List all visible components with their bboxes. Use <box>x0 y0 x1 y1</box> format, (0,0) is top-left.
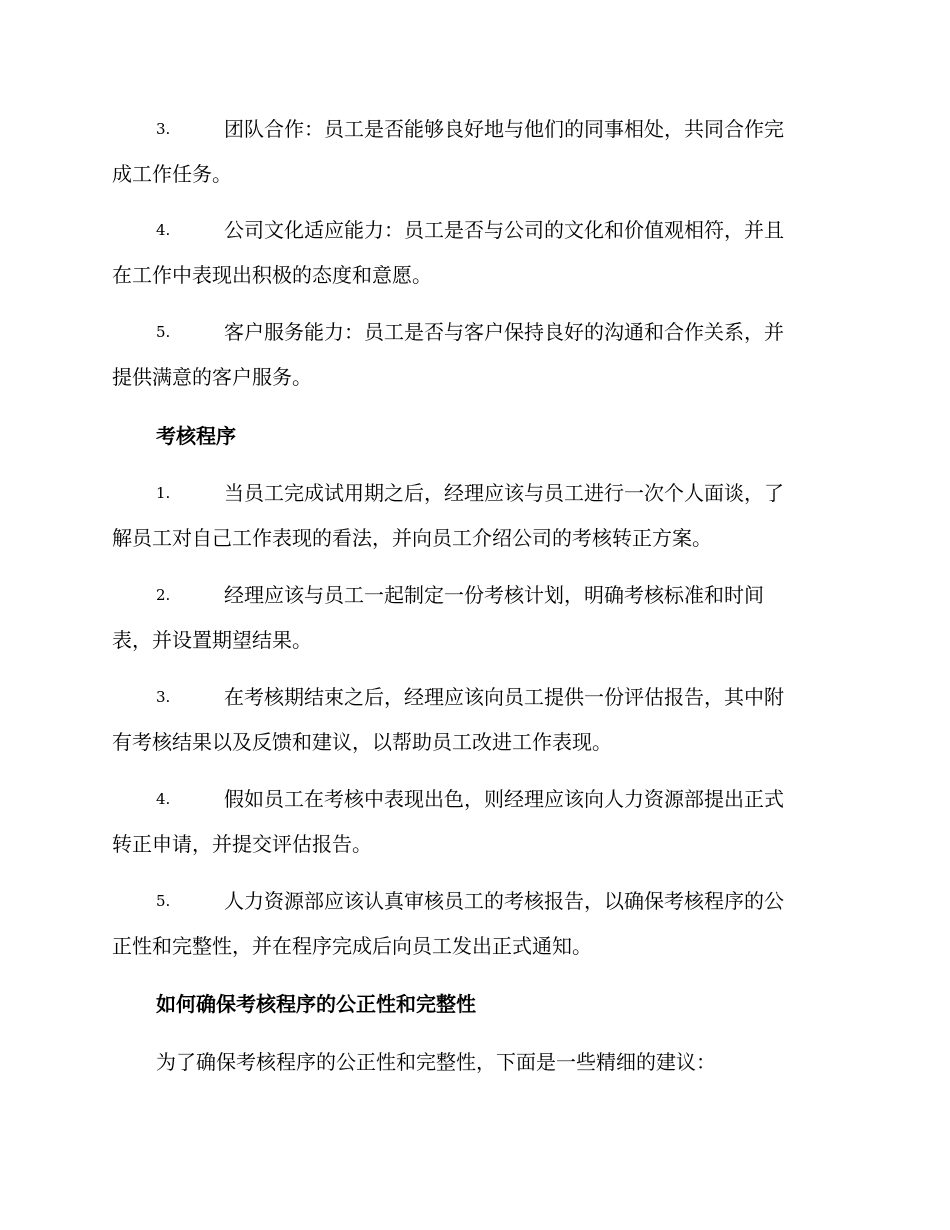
list-text-line: 假如员工在考核中表现出色，则经理应该向人力资源部提出正式 <box>224 787 784 811</box>
section-heading: 考核程序 <box>156 424 236 448</box>
list-text-line: 成工作任务。 <box>112 162 232 186</box>
list-number: 1. <box>156 484 171 502</box>
list-number: 5. <box>156 323 171 341</box>
list-number: 4. <box>156 790 171 808</box>
list-text-line: 公司文化适应能力：员工是否与公司的文化和价值观相符，并且 <box>224 218 784 242</box>
list-text-line: 客户服务能力：员工是否与客户保持良好的沟通和合作关系，并 <box>224 320 784 344</box>
list-text-line: 有考核结果以及反馈和建议，以帮助员工改进工作表现。 <box>112 730 612 754</box>
list-number: 3. <box>156 120 171 138</box>
list-text-line: 解员工对自己工作表现的看法，并向员工介绍公司的考核转正方案。 <box>112 526 712 550</box>
paragraph: 为了确保考核程序的公正性和完整性，下面是一些精细的建议： <box>156 1050 716 1074</box>
list-number: 4. <box>156 221 171 239</box>
list-text-line: 经理应该与员工一起制定一份考核计划，明确考核标准和时间 <box>224 583 764 607</box>
list-text-line: 提供满意的客户服务。 <box>112 365 312 389</box>
list-item <box>112 777 834 867</box>
list-item <box>112 107 834 197</box>
list-item <box>112 208 834 298</box>
list-text-line: 在考核期结束之后，经理应该向员工提供一份评估报告，其中附 <box>224 685 784 709</box>
list-number: 2. <box>156 586 171 604</box>
list-text-line: 表，并设置期望结果。 <box>112 628 312 652</box>
list-text-line: 人力资源部应该认真审核员工的考核报告，以确保考核程序的公 <box>224 889 784 913</box>
list-text-line: 转正申请，并提交评估报告。 <box>112 832 372 856</box>
list-item <box>112 573 834 663</box>
list-item <box>112 310 834 400</box>
list-item <box>112 675 834 765</box>
list-item <box>112 879 834 969</box>
list-text-line: 团队合作：员工是否能够良好地与他们的同事相处，共同合作完 <box>224 117 784 141</box>
section-heading: 如何确保考核程序的公正性和完整性 <box>156 992 476 1016</box>
list-text-line: 正性和完整性，并在程序完成后向员工发出正式通知。 <box>112 934 592 958</box>
list-number: 5. <box>156 892 171 910</box>
list-number: 3. <box>156 688 171 706</box>
list-text-line: 当员工完成试用期之后，经理应该与员工进行一次个人面谈，了 <box>224 481 784 505</box>
list-text-line: 在工作中表现出积极的态度和意愿。 <box>112 263 432 287</box>
list-item <box>112 471 834 561</box>
